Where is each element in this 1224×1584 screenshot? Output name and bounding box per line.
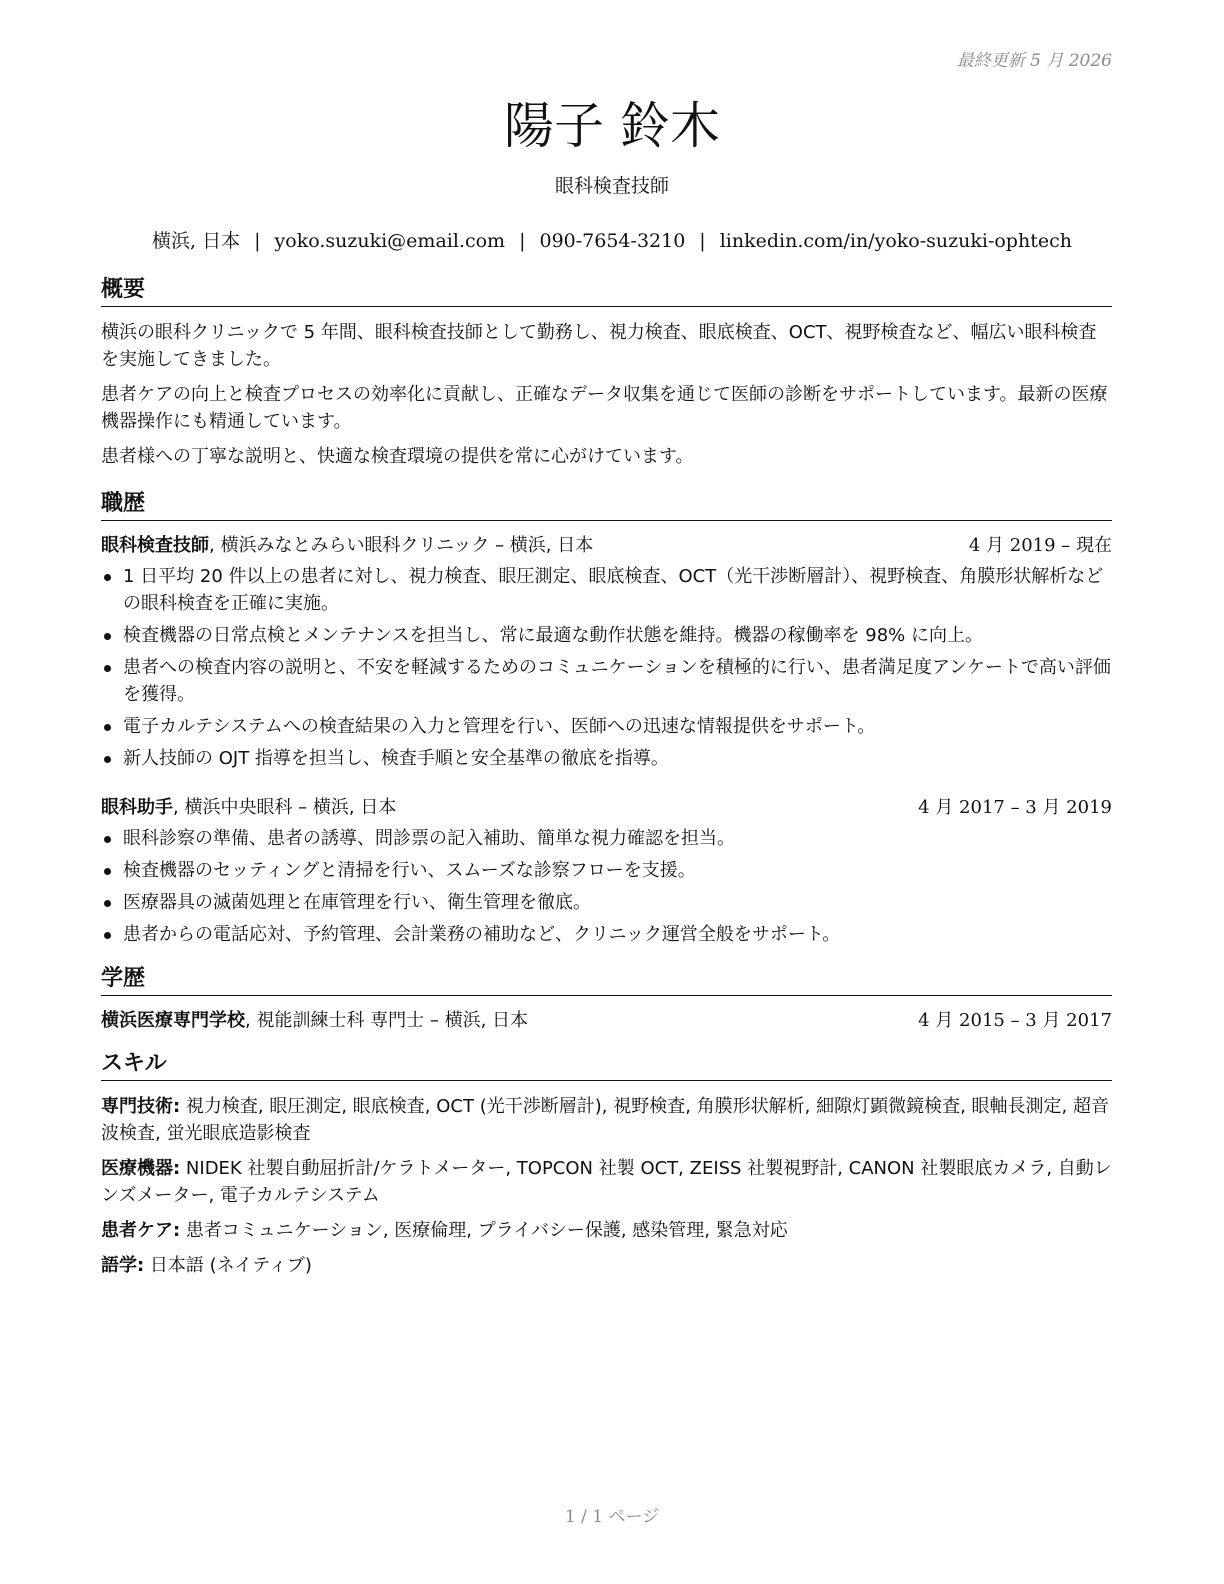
summary-heading: 概要 bbox=[101, 276, 1112, 307]
education-heading: 学歴 bbox=[101, 965, 1112, 996]
school-name: 横浜医療専門学校 bbox=[101, 1010, 245, 1031]
summary-paragraph: 患者様への丁寧な説明と、快適な検査環境の提供を常に心がけています。 bbox=[101, 446, 694, 467]
job-org: , 横浜みなとみらい眼科クリニック – 横浜, 日本 bbox=[209, 535, 594, 556]
list-item: 新人技師の OJT 指導を担当し、検査手順と安全基準の徹底を指導。 bbox=[101, 745, 1112, 772]
contact-linkedin[interactable]: linkedin.com/in/yoko-suzuki-ophtech bbox=[719, 230, 1072, 252]
summary-paragraph: 患者ケアの向上と検査プロセスの効率化に貢献し、正確なデータ収集を通じて医師の診断をサポートしています。最新の医療機器操作にも精通しています。 bbox=[101, 384, 1108, 432]
skill-text: NIDEK 社製自動屈折計/ケラトメーター, TOPCON 社製 OCT, ZEISS 社製視野計, CANON 社製眼底カメラ, 自動レンズメーター, 電子カルテシステム bbox=[101, 1158, 1112, 1206]
skill-label: 専門技術: bbox=[101, 1096, 181, 1117]
job-bullets bbox=[101, 563, 1112, 772]
list-item: 患者への検査内容の説明と、不安を軽減するためのコミュニケーションを積極的に行い、患者満足度アンケートで高い評価を獲得。 bbox=[101, 654, 1112, 708]
contact-separator: | bbox=[254, 230, 261, 252]
job-org: , 横浜中央眼科 – 横浜, 日本 bbox=[173, 797, 397, 818]
resume-content bbox=[101, 276, 1112, 1287]
summary-paragraph: 横浜の眼科クリニックで 5 年間、眼科検査技師として勤務し、視力検査、眼底検査、OCT、視野検査など、幅広い眼科検査を実施してきました。 bbox=[101, 322, 1097, 370]
candidate-name: 陽子 鈴木 bbox=[504, 97, 720, 155]
contact-phone[interactable]: 090-7654-3210 bbox=[539, 230, 686, 252]
list-item: 1 日平均 20 件以上の患者に対し、視力検査、眼圧測定、眼底検査、OCT（光干渉断層計）、視野検査、角膜形状解析などの眼科検査を正確に実施。 bbox=[101, 563, 1112, 617]
skill-label: 語学: bbox=[101, 1255, 145, 1276]
job-role: 眼科検査技師 bbox=[101, 535, 209, 556]
list-item: 検査機器の日常点検とメンテナンスを担当し、常に最適な動作状態を維持。機器の稼働率を 98% に向上。 bbox=[101, 622, 1112, 649]
skill-label: 医療機器: bbox=[101, 1158, 181, 1179]
skill-line bbox=[101, 1155, 1112, 1209]
skill-line bbox=[101, 1217, 1112, 1244]
experience-heading: 職歴 bbox=[101, 490, 1112, 521]
page-number: 1 / 1 ページ bbox=[564, 1507, 660, 1527]
job-title: 眼科検査技師 bbox=[554, 175, 669, 197]
list-item: 患者からの電話応対、予約管理、会計業務の補助など、クリニック運営全般をサポート。 bbox=[101, 921, 1112, 948]
skill-label: 患者ケア: bbox=[101, 1220, 181, 1241]
education-entry bbox=[101, 1008, 1112, 1034]
last-updated: 最終更新 5 月 2026 bbox=[956, 51, 1112, 71]
skill-text: 日本語 (ネイティブ) bbox=[144, 1255, 312, 1276]
job-header bbox=[101, 533, 1112, 559]
contact-location: 横浜, 日本 bbox=[152, 230, 241, 252]
skill-text: 視力検査, 眼圧測定, 眼底検査, OCT (光干渉断層計), 視野検査, 角膜形状解析, 細隙灯顕微鏡検査, 眼軸長測定, 超音波検査, 蛍光眼底造影検査 bbox=[101, 1096, 1109, 1144]
contact-separator: | bbox=[519, 230, 526, 252]
contact-line bbox=[0, 226, 1224, 253]
skill-text: 患者コミュニケーション, 医療倫理, プライバシー保護, 感染管理, 緊急対応 bbox=[180, 1220, 788, 1241]
job-header bbox=[101, 795, 1112, 821]
job-bullets bbox=[101, 825, 1112, 948]
skill-line bbox=[101, 1252, 1112, 1279]
skill-line bbox=[101, 1093, 1112, 1147]
list-item: 電子カルテシステムへの検査結果の入力と管理を行い、医師への迅速な情報提供をサポート。 bbox=[101, 713, 1112, 740]
school-detail: , 視能訓練士科 専門士 – 横浜, 日本 bbox=[245, 1010, 529, 1031]
contact-separator: | bbox=[699, 230, 706, 252]
education-date: 4 月 2015 – 3 月 2017 bbox=[918, 1010, 1112, 1031]
contact-email[interactable]: yoko.suzuki@email.com bbox=[274, 230, 506, 252]
list-item: 検査機器のセッティングと清掃を行い、スムーズな診察フローを支援。 bbox=[101, 857, 1112, 884]
list-item: 医療器具の滅菌処理と在庫管理を行い、衛生管理を徹底。 bbox=[101, 889, 1112, 916]
job-date: 4 月 2017 – 3 月 2019 bbox=[918, 797, 1112, 818]
skills-heading: スキル bbox=[101, 1050, 1112, 1081]
job-role: 眼科助手 bbox=[101, 797, 173, 818]
job-date: 4 月 2019 – 現在 bbox=[968, 535, 1112, 556]
list-item: 眼科診察の準備、患者の誘導、問診票の記入補助、簡単な視力確認を担当。 bbox=[101, 825, 1112, 852]
